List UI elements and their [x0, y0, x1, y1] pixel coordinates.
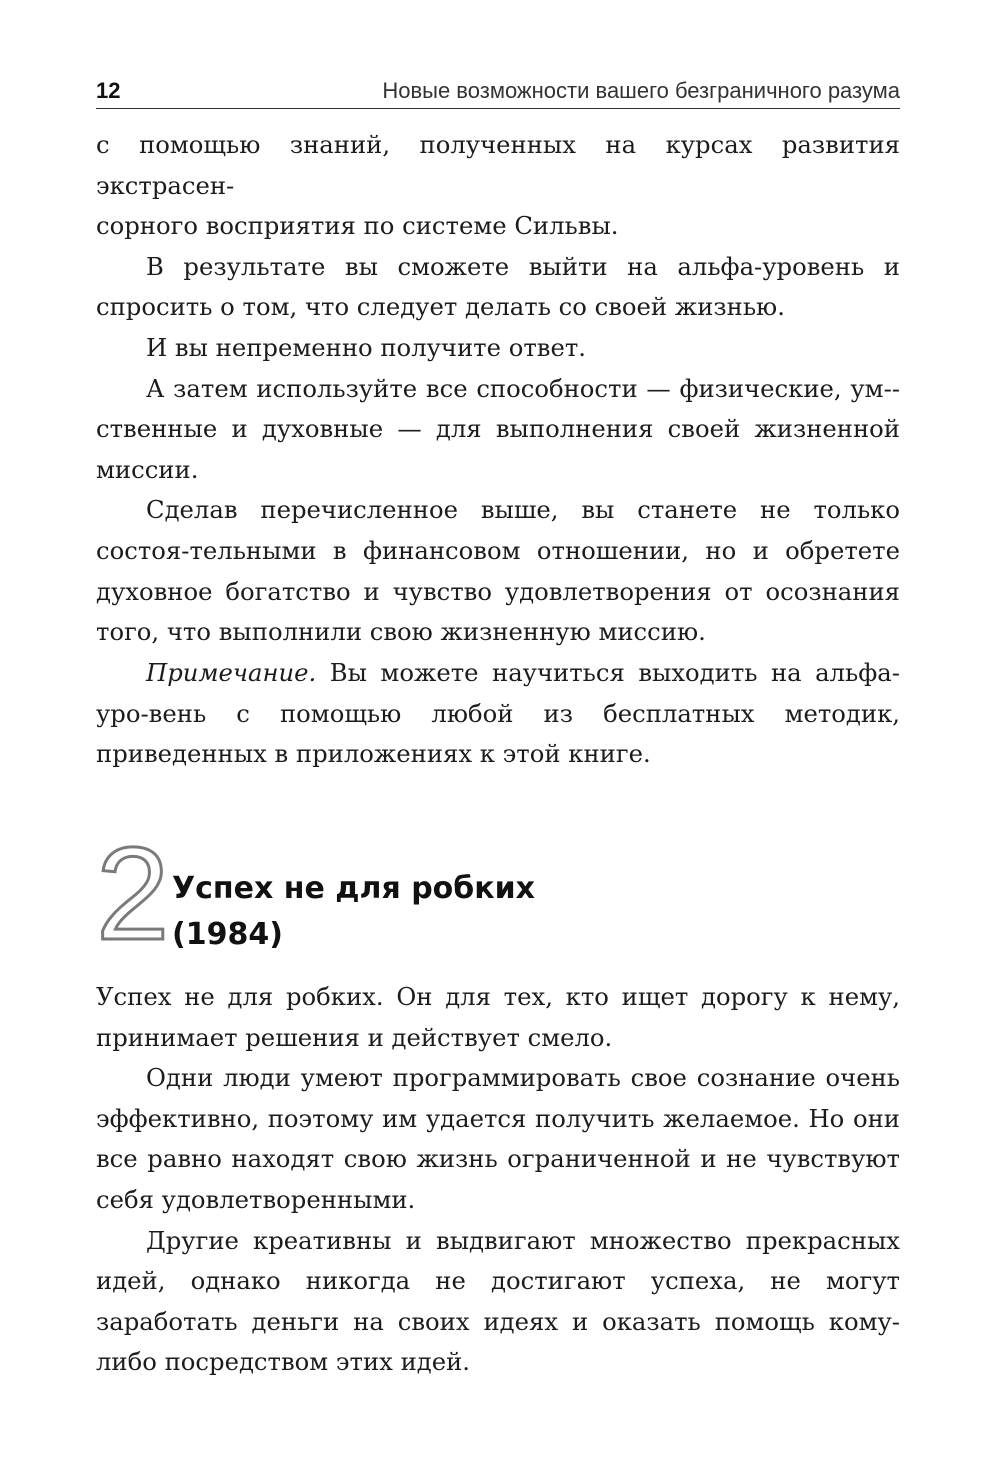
chapter-title-line: Успех не для робких: [172, 871, 535, 906]
paragraph: Одни люди умеют программировать свое сознание очень эффективно, поэтому им удается получить желаемое. Но они все равно находят свою жизнь ограниченной и не чувствуют себя удовлетворенными.: [96, 1063, 900, 1214]
chapter-heading: [96, 820, 696, 967]
note-block: [96, 653, 900, 775]
paragraph: Сделав перечисленное выше, вы станете не только состоя-тельными в финансовом отношении, но и обретете духовное богатство и чувство удовлетворения от осознания того, что выполнили свою жизненную миссию.: [96, 495, 900, 647]
paragraph: И вы непременно получите ответ.: [146, 332, 587, 362]
paragraph-continued: [96, 125, 900, 206]
running-title: Новые возможности вашего безграничного разума: [382, 78, 900, 103]
chapter-year: (1984): [172, 917, 283, 952]
paragraph: Другие креативны и выдвигают множество прекрасных идей, однако никогда не достигают успеха, не могут заработать деньги на своих идеях и оказать помощь кому-либо посредством этих идей.: [96, 1225, 900, 1377]
paragraph: Успех не для робких. Он для тех, кто ищет дорогу к нему, принимает решения и действует смело.: [96, 982, 900, 1052]
chapter-title: [172, 866, 535, 958]
paragraph-line: с помощью знаний, полученных на курсах развития экстрасен-: [96, 130, 900, 200]
section-1-text: [96, 125, 900, 653]
paragraph: В результате вы сможете выйти на альфа-уровень и спросить о том, что следует делать со своей жизнью.: [96, 251, 900, 322]
note-paragraph: [96, 653, 900, 775]
section-2-text: [96, 977, 900, 1383]
note-text: Вы можете научиться выходить на альфа-уро-вень с помощью любой из бесплатных методик, приведенных в приложениях к этой книге.: [96, 658, 900, 769]
page-header: [96, 76, 900, 109]
page-number: 12: [96, 78, 121, 103]
paragraph-line-end: сорного восприятия по системе Сильвы.: [96, 211, 619, 241]
chapter-number: 2: [96, 820, 170, 967]
note-label: Примечание.: [146, 658, 317, 687]
paragraph: А затем используйте все способности — физические, ум-ственные и духовные — для выполнения своей жизненной миссии.: [96, 373, 900, 484]
